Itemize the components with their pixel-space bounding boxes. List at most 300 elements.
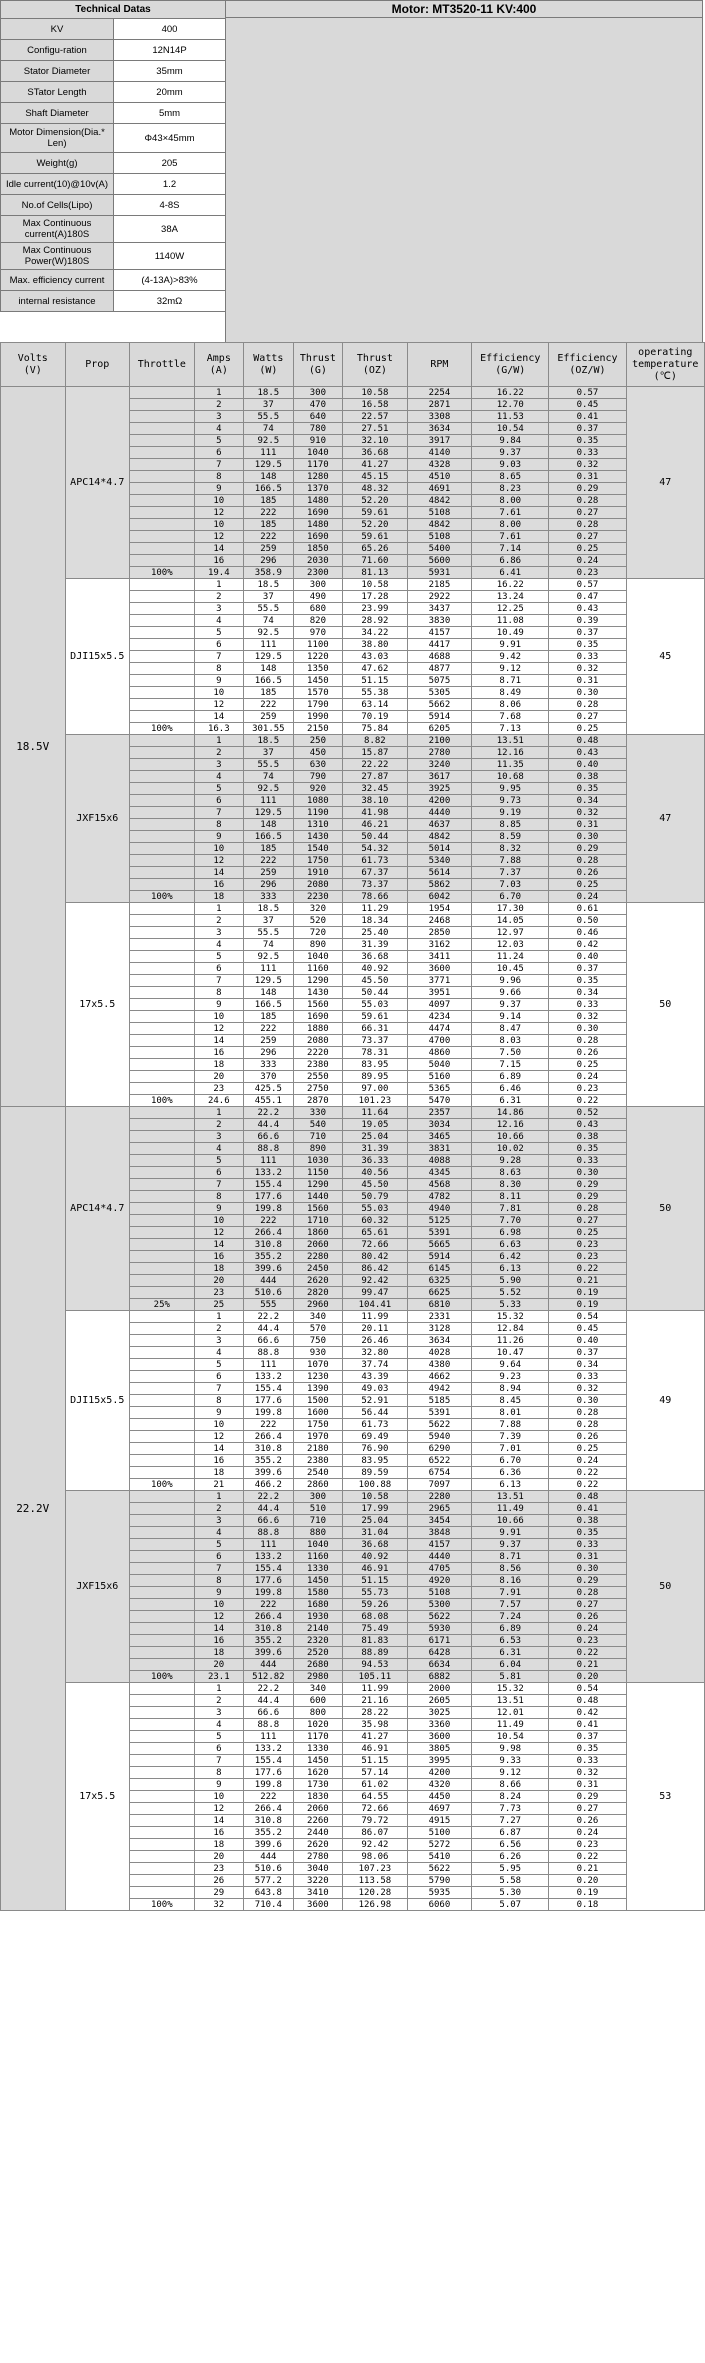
cell-watts: 22.2	[244, 1107, 294, 1119]
cell-watts: 111	[244, 1539, 294, 1551]
cell-efficiency-gw: 12.84	[472, 1323, 549, 1335]
cell-efficiency-ozw: 0.23	[549, 1839, 626, 1851]
cell-thrust-oz: 56.44	[343, 1407, 408, 1419]
cell-watts: 355.2	[244, 1251, 294, 1263]
cell-efficiency-gw: 7.81	[472, 1203, 549, 1215]
cell-watts: 222	[244, 531, 294, 543]
cell-efficiency-ozw: 0.25	[549, 1059, 626, 1071]
cell-thrust-g: 2220	[293, 1047, 343, 1059]
cell-rpm: 4697	[407, 1803, 472, 1815]
cell-rpm: 4140	[407, 447, 472, 459]
cell-efficiency-gw: 10.54	[472, 423, 549, 435]
cell-rpm: 4440	[407, 1551, 472, 1563]
cell-thrust-g: 2280	[293, 1251, 343, 1263]
cell-throttle	[130, 1443, 195, 1455]
cell-watts: 18.5	[244, 903, 294, 915]
cell-rpm: 5400	[407, 543, 472, 555]
cell-amps: 5	[194, 783, 244, 795]
cell-efficiency-gw: 7.70	[472, 1215, 549, 1227]
cell-efficiency-ozw: 0.30	[549, 831, 626, 843]
cell-throttle	[130, 591, 195, 603]
cell-watts: 259	[244, 543, 294, 555]
cell-throttle	[130, 1791, 195, 1803]
cell-efficiency-ozw: 0.25	[549, 1227, 626, 1239]
cell-efficiency-gw: 11.08	[472, 615, 549, 627]
spec-row	[1, 195, 226, 216]
table-row	[1, 903, 705, 915]
cell-watts: 177.6	[244, 1395, 294, 1407]
spec-row	[1, 103, 226, 124]
cell-amps: 14	[194, 1239, 244, 1251]
cell-thrust-oz: 99.47	[343, 1287, 408, 1299]
cell-watts: 111	[244, 1731, 294, 1743]
cell-throttle	[130, 1623, 195, 1635]
cell-efficiency-ozw: 0.24	[549, 891, 626, 903]
cell-efficiency-gw: 5.95	[472, 1863, 549, 1875]
cell-thrust-g: 1790	[293, 699, 343, 711]
cell-watts: 22.2	[244, 1683, 294, 1695]
temperature-cell: 45	[626, 579, 704, 735]
cell-thrust-g: 2680	[293, 1659, 343, 1671]
spec-row	[1, 243, 226, 270]
cell-amps: 25	[194, 1299, 244, 1311]
cell-rpm: 5790	[407, 1875, 472, 1887]
table-row	[1, 579, 705, 591]
cell-efficiency-gw: 8.71	[472, 675, 549, 687]
cell-thrust-oz: 35.98	[343, 1719, 408, 1731]
cell-amps: 20	[194, 1659, 244, 1671]
cell-thrust-g: 2440	[293, 1827, 343, 1839]
cell-thrust-oz: 59.61	[343, 1011, 408, 1023]
cell-efficiency-ozw: 0.25	[549, 879, 626, 891]
cell-amps: 10	[194, 687, 244, 699]
cell-amps: 16	[194, 879, 244, 891]
cell-rpm: 4688	[407, 651, 472, 663]
cell-efficiency-gw: 7.88	[472, 855, 549, 867]
cell-thrust-g: 710	[293, 1131, 343, 1143]
cell-efficiency-ozw: 0.42	[549, 939, 626, 951]
cell-thrust-oz: 92.42	[343, 1275, 408, 1287]
cell-throttle	[130, 1755, 195, 1767]
cell-watts: 177.6	[244, 1767, 294, 1779]
cell-amps: 8	[194, 987, 244, 999]
cell-efficiency-ozw: 0.41	[549, 411, 626, 423]
cell-efficiency-ozw: 0.30	[549, 1167, 626, 1179]
cell-throttle	[130, 1347, 195, 1359]
cell-watts: 74	[244, 939, 294, 951]
cell-amps: 2	[194, 591, 244, 603]
cell-thrust-oz: 15.87	[343, 747, 408, 759]
cell-thrust-oz: 97.00	[343, 1083, 408, 1095]
cell-thrust-oz: 51.15	[343, 1575, 408, 1587]
cell-efficiency-gw: 13.51	[472, 735, 549, 747]
cell-efficiency-gw: 17.30	[472, 903, 549, 915]
cell-amps: 5	[194, 627, 244, 639]
cell-thrust-oz: 54.32	[343, 843, 408, 855]
prop-cell: JXF15x6	[65, 1491, 130, 1683]
cell-throttle	[130, 999, 195, 1011]
cell-efficiency-ozw: 0.32	[549, 1011, 626, 1023]
cell-thrust-g: 1860	[293, 1227, 343, 1239]
cell-thrust-g: 3220	[293, 1875, 343, 1887]
cell-throttle	[130, 1119, 195, 1131]
cell-efficiency-ozw: 0.45	[549, 399, 626, 411]
cell-thrust-oz: 86.07	[343, 1827, 408, 1839]
cell-throttle	[130, 1815, 195, 1827]
cell-thrust-g: 640	[293, 411, 343, 423]
cell-efficiency-gw: 8.66	[472, 1779, 549, 1791]
cell-watts: 66.6	[244, 1707, 294, 1719]
cell-rpm: 4088	[407, 1155, 472, 1167]
cell-thrust-g: 780	[293, 423, 343, 435]
cell-thrust-oz: 45.50	[343, 1179, 408, 1191]
spec-value: Φ43×45mm	[114, 124, 226, 153]
cell-amps: 1	[194, 387, 244, 399]
cell-amps: 4	[194, 1527, 244, 1539]
cell-thrust-oz: 22.57	[343, 411, 408, 423]
cell-watts: 512.82	[244, 1671, 294, 1683]
cell-rpm: 5100	[407, 1827, 472, 1839]
cell-amps: 14	[194, 1443, 244, 1455]
cell-efficiency-ozw: 0.24	[549, 1827, 626, 1839]
cell-amps: 14	[194, 1035, 244, 1047]
cell-thrust-oz: 36.68	[343, 951, 408, 963]
cell-thrust-g: 1450	[293, 1575, 343, 1587]
cell-efficiency-ozw: 0.35	[549, 783, 626, 795]
spec-value: 4-8S	[114, 195, 226, 216]
cell-amps: 3	[194, 927, 244, 939]
cell-watts: 148	[244, 987, 294, 999]
cell-watts: 66.6	[244, 1131, 294, 1143]
cell-amps: 24.6	[194, 1095, 244, 1107]
cell-throttle	[130, 795, 195, 807]
cell-efficiency-gw: 8.00	[472, 495, 549, 507]
cell-thrust-oz: 41.98	[343, 807, 408, 819]
cell-thrust-oz: 28.22	[343, 1707, 408, 1719]
cell-throttle	[130, 1515, 195, 1527]
cell-amps: 16	[194, 1827, 244, 1839]
cell-efficiency-gw: 10.54	[472, 1731, 549, 1743]
cell-amps: 12	[194, 1431, 244, 1443]
cell-efficiency-gw: 15.32	[472, 1683, 549, 1695]
cell-amps: 10	[194, 1011, 244, 1023]
cell-watts: 355.2	[244, 1455, 294, 1467]
cell-rpm: 4860	[407, 1047, 472, 1059]
cell-efficiency-gw: 10.45	[472, 963, 549, 975]
cell-efficiency-gw: 7.13	[472, 723, 549, 735]
cell-watts: 222	[244, 699, 294, 711]
cell-efficiency-gw: 9.73	[472, 795, 549, 807]
cell-thrust-g: 2180	[293, 1443, 343, 1455]
cell-efficiency-gw: 9.95	[472, 783, 549, 795]
cell-efficiency-ozw: 0.37	[549, 1347, 626, 1359]
cell-thrust-g: 2260	[293, 1815, 343, 1827]
cell-rpm: 6625	[407, 1287, 472, 1299]
cell-rpm: 4380	[407, 1359, 472, 1371]
cell-efficiency-ozw: 0.23	[549, 1635, 626, 1647]
cell-efficiency-ozw: 0.37	[549, 963, 626, 975]
cell-efficiency-gw: 5.07	[472, 1899, 549, 1911]
cell-amps: 18	[194, 1263, 244, 1275]
cell-efficiency-gw: 6.53	[472, 1635, 549, 1647]
cell-thrust-oz: 81.13	[343, 567, 408, 579]
cell-rpm: 4700	[407, 1035, 472, 1047]
cell-amps: 9	[194, 675, 244, 687]
cell-amps: 6	[194, 1743, 244, 1755]
cell-watts: 333	[244, 891, 294, 903]
cell-efficiency-ozw: 0.50	[549, 915, 626, 927]
cell-rpm: 5272	[407, 1839, 472, 1851]
cell-thrust-g: 1930	[293, 1611, 343, 1623]
cell-thrust-g: 570	[293, 1323, 343, 1335]
cell-efficiency-gw: 8.47	[472, 1023, 549, 1035]
cell-throttle: 100%	[130, 891, 195, 903]
cell-thrust-g: 1990	[293, 711, 343, 723]
cell-rpm: 4234	[407, 1011, 472, 1023]
cell-thrust-oz: 20.11	[343, 1323, 408, 1335]
cell-throttle	[130, 1263, 195, 1275]
cell-rpm: 3995	[407, 1755, 472, 1767]
cell-throttle: 100%	[130, 1899, 195, 1911]
cell-efficiency-gw: 12.16	[472, 747, 549, 759]
cell-throttle	[130, 639, 195, 651]
cell-amps: 4	[194, 939, 244, 951]
spec-value: 205	[114, 153, 226, 174]
cell-throttle	[130, 855, 195, 867]
cell-efficiency-gw: 15.32	[472, 1311, 549, 1323]
cell-thrust-oz: 98.06	[343, 1851, 408, 1863]
cell-efficiency-ozw: 0.30	[549, 1395, 626, 1407]
cell-thrust-oz: 57.14	[343, 1767, 408, 1779]
cell-rpm: 4915	[407, 1815, 472, 1827]
cell-thrust-g: 2620	[293, 1275, 343, 1287]
cell-thrust-g: 1390	[293, 1383, 343, 1395]
cell-rpm: 4345	[407, 1167, 472, 1179]
spec-header: Technical Datas	[1, 1, 226, 19]
cell-efficiency-ozw: 0.32	[549, 459, 626, 471]
technical-data-table	[0, 0, 226, 312]
cell-watts: 92.5	[244, 951, 294, 963]
cell-efficiency-ozw: 0.29	[549, 1191, 626, 1203]
cell-throttle	[130, 1563, 195, 1575]
cell-amps: 18	[194, 1647, 244, 1659]
cell-efficiency-ozw: 0.28	[549, 1419, 626, 1431]
cell-amps: 9	[194, 999, 244, 1011]
cell-rpm: 5340	[407, 855, 472, 867]
cell-thrust-g: 630	[293, 759, 343, 771]
cell-throttle	[130, 1227, 195, 1239]
cell-throttle	[130, 1767, 195, 1779]
cell-efficiency-gw: 13.24	[472, 591, 549, 603]
cell-efficiency-ozw: 0.28	[549, 1587, 626, 1599]
cell-efficiency-ozw: 0.35	[549, 639, 626, 651]
cell-thrust-g: 1500	[293, 1395, 343, 1407]
cell-efficiency-gw: 7.68	[472, 711, 549, 723]
cell-rpm: 5930	[407, 1623, 472, 1635]
cell-rpm: 6428	[407, 1647, 472, 1659]
cell-watts: 44.4	[244, 1503, 294, 1515]
cell-efficiency-ozw: 0.32	[549, 807, 626, 819]
cell-efficiency-ozw: 0.43	[549, 603, 626, 615]
header-rpm: RPM	[407, 343, 472, 387]
cell-watts: 155.4	[244, 1563, 294, 1575]
cell-efficiency-gw: 12.70	[472, 399, 549, 411]
cell-amps: 16	[194, 1047, 244, 1059]
prop-cell: APC14*4.7	[65, 387, 130, 579]
cell-efficiency-gw: 9.37	[472, 1539, 549, 1551]
cell-rpm: 3034	[407, 1119, 472, 1131]
cell-thrust-oz: 55.38	[343, 687, 408, 699]
cell-thrust-oz: 17.99	[343, 1503, 408, 1515]
cell-watts: 177.6	[244, 1191, 294, 1203]
cell-efficiency-ozw: 0.39	[549, 615, 626, 627]
cell-thrust-g: 1540	[293, 843, 343, 855]
cell-efficiency-gw: 6.31	[472, 1095, 549, 1107]
cell-watts: 455.1	[244, 1095, 294, 1107]
cell-thrust-oz: 73.37	[343, 879, 408, 891]
cell-rpm: 6171	[407, 1635, 472, 1647]
cell-efficiency-gw: 7.14	[472, 543, 549, 555]
cell-thrust-g: 2060	[293, 1803, 343, 1815]
cell-efficiency-gw: 7.50	[472, 1047, 549, 1059]
cell-amps: 1	[194, 1107, 244, 1119]
cell-rpm: 6060	[407, 1899, 472, 1911]
cell-efficiency-ozw: 0.40	[549, 1335, 626, 1347]
cell-thrust-g: 1430	[293, 831, 343, 843]
cell-watts: 37	[244, 399, 294, 411]
cell-rpm: 3454	[407, 1515, 472, 1527]
cell-thrust-oz: 113.58	[343, 1875, 408, 1887]
cell-thrust-g: 2860	[293, 1479, 343, 1491]
cell-thrust-oz: 43.03	[343, 651, 408, 663]
cell-thrust-g: 1170	[293, 1731, 343, 1743]
spec-value: (4-13A)>83%	[114, 270, 226, 291]
cell-watts: 301.55	[244, 723, 294, 735]
cell-thrust-oz: 32.80	[343, 1347, 408, 1359]
cell-rpm: 6290	[407, 1443, 472, 1455]
cell-efficiency-ozw: 0.21	[549, 1275, 626, 1287]
cell-thrust-oz: 94.53	[343, 1659, 408, 1671]
cell-thrust-g: 3040	[293, 1863, 343, 1875]
spec-label: Max. efficiency current	[1, 270, 114, 291]
cell-efficiency-ozw: 0.31	[549, 1779, 626, 1791]
cell-rpm: 5931	[407, 567, 472, 579]
cell-rpm: 4474	[407, 1023, 472, 1035]
cell-efficiency-gw: 9.84	[472, 435, 549, 447]
cell-thrust-g: 1910	[293, 867, 343, 879]
cell-rpm: 5391	[407, 1227, 472, 1239]
cell-efficiency-gw: 12.25	[472, 603, 549, 615]
cell-thrust-oz: 51.15	[343, 675, 408, 687]
cell-rpm: 3951	[407, 987, 472, 999]
cell-watts: 266.4	[244, 1227, 294, 1239]
spec-label: internal resistance	[1, 291, 114, 312]
cell-efficiency-ozw: 0.29	[549, 483, 626, 495]
cell-efficiency-ozw: 0.19	[549, 1287, 626, 1299]
cell-rpm: 2850	[407, 927, 472, 939]
cell-thrust-oz: 51.15	[343, 1755, 408, 1767]
cell-rpm: 4637	[407, 819, 472, 831]
cell-efficiency-ozw: 0.35	[549, 1743, 626, 1755]
cell-thrust-oz: 83.95	[343, 1455, 408, 1467]
cell-efficiency-ozw: 0.19	[549, 1887, 626, 1899]
cell-throttle	[130, 1371, 195, 1383]
cell-efficiency-ozw: 0.47	[549, 591, 626, 603]
cell-thrust-g: 2230	[293, 891, 343, 903]
cell-efficiency-gw: 5.90	[472, 1275, 549, 1287]
cell-efficiency-ozw: 0.28	[549, 1035, 626, 1047]
cell-efficiency-ozw: 0.48	[549, 1491, 626, 1503]
cell-throttle	[130, 1455, 195, 1467]
cell-thrust-g: 1310	[293, 819, 343, 831]
cell-throttle	[130, 1275, 195, 1287]
cell-amps: 7	[194, 1179, 244, 1191]
cell-throttle	[130, 1203, 195, 1215]
cell-throttle	[130, 927, 195, 939]
cell-thrust-oz: 89.95	[343, 1071, 408, 1083]
cell-watts: 92.5	[244, 627, 294, 639]
cell-efficiency-ozw: 0.24	[549, 1071, 626, 1083]
volts-cell: 18.5V	[1, 387, 66, 1107]
spec-value: 12N14P	[114, 40, 226, 61]
cell-thrust-oz: 81.83	[343, 1635, 408, 1647]
cell-amps: 3	[194, 1515, 244, 1527]
cell-thrust-g: 2750	[293, 1083, 343, 1095]
cell-efficiency-gw: 10.66	[472, 1515, 549, 1527]
cell-efficiency-gw: 6.86	[472, 555, 549, 567]
cell-efficiency-gw: 5.30	[472, 1887, 549, 1899]
cell-amps: 12	[194, 855, 244, 867]
cell-efficiency-gw: 6.26	[472, 1851, 549, 1863]
cell-efficiency-ozw: 0.52	[549, 1107, 626, 1119]
cell-amps: 9	[194, 831, 244, 843]
cell-amps: 4	[194, 615, 244, 627]
cell-thrust-g: 750	[293, 1335, 343, 1347]
cell-throttle	[130, 531, 195, 543]
cell-watts: 111	[244, 1155, 294, 1167]
cell-rpm: 5622	[407, 1611, 472, 1623]
cell-thrust-oz: 40.92	[343, 1551, 408, 1563]
cell-amps: 2	[194, 915, 244, 927]
cell-watts: 111	[244, 639, 294, 651]
cell-watts: 129.5	[244, 459, 294, 471]
cell-efficiency-gw: 6.87	[472, 1827, 549, 1839]
cell-efficiency-gw: 6.13	[472, 1263, 549, 1275]
cell-thrust-g: 3600	[293, 1899, 343, 1911]
spec-value: 32mΩ	[114, 291, 226, 312]
cell-amps: 10	[194, 495, 244, 507]
cell-amps: 19.4	[194, 567, 244, 579]
cell-thrust-g: 1160	[293, 963, 343, 975]
cell-throttle	[130, 867, 195, 879]
cell-throttle	[130, 819, 195, 831]
cell-watts: 399.6	[244, 1467, 294, 1479]
cell-throttle	[130, 783, 195, 795]
cell-throttle	[130, 807, 195, 819]
cell-watts: 177.6	[244, 1575, 294, 1587]
cell-amps: 4	[194, 1347, 244, 1359]
cell-efficiency-ozw: 0.32	[549, 1383, 626, 1395]
spec-row	[1, 174, 226, 195]
cell-throttle	[130, 1107, 195, 1119]
cell-watts: 37	[244, 591, 294, 603]
cell-thrust-oz: 27.87	[343, 771, 408, 783]
cell-watts: 74	[244, 423, 294, 435]
cell-efficiency-ozw: 0.29	[549, 1179, 626, 1191]
cell-throttle	[130, 1839, 195, 1851]
cell-watts: 370	[244, 1071, 294, 1083]
table-row	[1, 735, 705, 747]
